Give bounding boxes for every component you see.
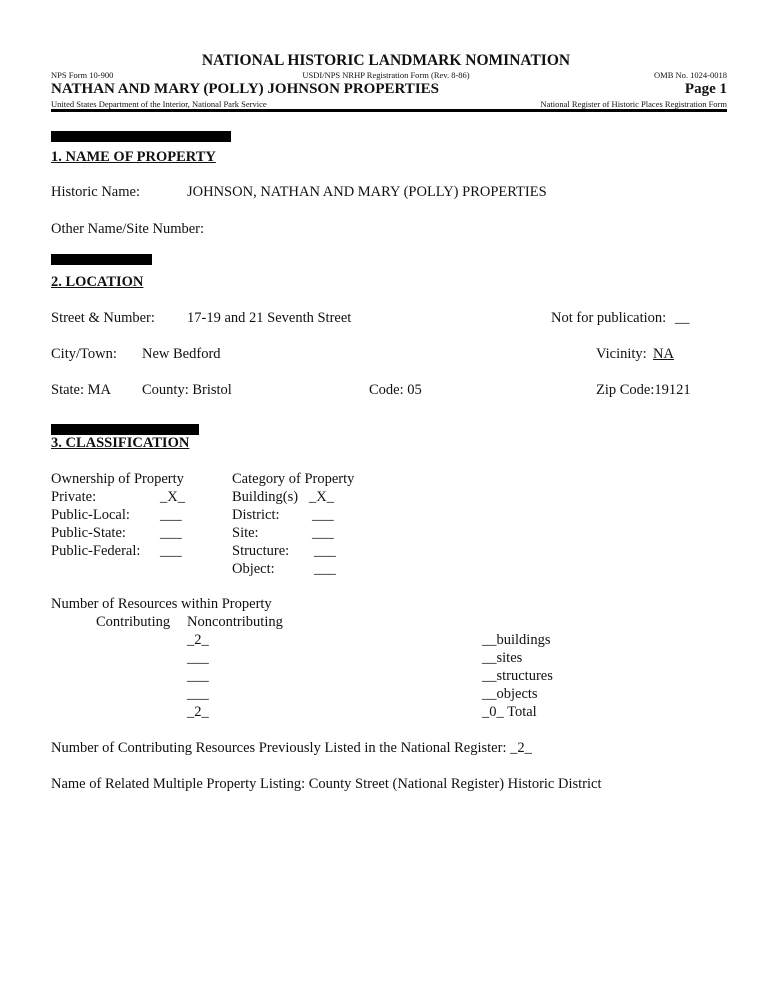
contributing-buildings: _2_ [187, 632, 209, 648]
state: State: MA [51, 382, 112, 398]
page-number: Page 1 [684, 81, 727, 97]
ownership-public-state-value: ___ [160, 525, 182, 541]
street-number-value: 17-19 and 21 Seventh Street [187, 310, 352, 326]
total-label: Total [507, 704, 537, 720]
ownership-public-state-label: Public-State: [51, 525, 126, 541]
contributing-objects: ___ [187, 686, 209, 702]
previously-listed-value: _2_ [510, 740, 532, 756]
sites-label: sites [496, 650, 523, 666]
register-form-name: National Register of Historic Places Registration Form [540, 99, 727, 109]
category-site-label: Site: [232, 525, 259, 541]
form-title: NATIONAL HISTORIC LANDMARK NOMINATION [201, 52, 571, 69]
ownership-public-local-value: ___ [160, 507, 182, 523]
noncontributing-structures-value: __ [482, 668, 497, 684]
header-rule [51, 109, 727, 112]
section-2-bar [51, 254, 152, 265]
noncontributing-total [482, 704, 537, 721]
category-building-label: Building(s) [232, 489, 299, 505]
category-district-label: District: [232, 507, 280, 523]
section-3-bar [51, 424, 199, 435]
related-multiple-property-listing: Name of Related Multiple Property Listing: County Street (National Register) Historic District [51, 776, 602, 792]
not-for-publication-value: __ [675, 310, 690, 326]
omb-number: OMB No. 1024-0018 [654, 70, 727, 80]
buildings-label: buildings [496, 632, 551, 648]
structures-label: structures [496, 668, 553, 684]
historic-name-value: JOHNSON, NATHAN AND MARY (POLLY) PROPERTIES [187, 184, 547, 200]
noncontributing-total-value: _0_ [482, 704, 504, 720]
previously-listed-label: Number of Contributing Resources Previously Listed in the National Register: [51, 740, 507, 756]
form-number: NPS Form 10-900 [51, 70, 114, 80]
city-town-label: City/Town: [51, 346, 117, 362]
registration-form-rev: USDI/NPS NRHP Registration Form (Rev. 8-86) [302, 70, 470, 80]
category-object-value: ___ [314, 561, 336, 577]
noncontributing-label: Noncontributing [187, 614, 283, 630]
ownership-header: Ownership of Property [51, 471, 184, 487]
department-line: United States Department of the Interior, National Park Service [51, 99, 267, 109]
section-1-bar [51, 131, 231, 142]
ownership-public-local-label: Public-Local: [51, 507, 130, 523]
noncontributing-objects [482, 686, 538, 703]
noncontributing-buildings [482, 632, 550, 649]
contributing-structures: ___ [187, 668, 209, 684]
section-1-heading: 1. NAME OF PROPERTY [51, 149, 216, 165]
zip-code: Zip Code:19121 [596, 382, 691, 398]
category-structure-label: Structure: [232, 543, 290, 559]
ownership-public-federal-label: Public-Federal: [51, 543, 141, 559]
noncontributing-sites [482, 650, 522, 667]
not-for-publication-label: Not for publication: [551, 310, 667, 326]
historic-name-label: Historic Name: [51, 184, 140, 200]
noncontributing-structures [482, 668, 553, 685]
section-3-heading: 3. CLASSIFICATION [51, 435, 190, 451]
property-title: NATHAN AND MARY (POLLY) JOHNSON PROPERTIES [51, 81, 440, 97]
vicinity-label: Vicinity: [596, 346, 647, 362]
section-2-heading: 2. LOCATION [51, 274, 144, 290]
noncontributing-sites-value: __ [482, 650, 497, 666]
noncontributing-objects-value: __ [482, 686, 497, 702]
objects-label: objects [496, 686, 538, 702]
ownership-private-value: _X_ [160, 489, 185, 505]
vicinity-value: NA [653, 346, 674, 362]
previously-listed [51, 740, 532, 757]
category-site-value: ___ [312, 525, 334, 541]
contributing-total: _2_ [187, 704, 209, 720]
category-structure-value: ___ [314, 543, 336, 559]
city-town-value: New Bedford [142, 346, 221, 362]
ownership-private-label: Private: [51, 489, 97, 505]
category-object-label: Object: [232, 561, 275, 577]
county: County: Bristol [142, 382, 232, 398]
street-number-label: Street & Number: [51, 310, 155, 326]
category-header: Category of Property [232, 471, 355, 487]
category-district-value: ___ [312, 507, 334, 523]
code: Code: 05 [369, 382, 422, 398]
resources-header: Number of Resources within Property [51, 596, 272, 612]
ownership-public-federal-value: ___ [160, 543, 182, 559]
contributing-sites: ___ [187, 650, 209, 666]
contributing-label: Contributing [96, 614, 171, 630]
other-name-label: Other Name/Site Number: [51, 221, 205, 237]
category-building-value: _X_ [309, 489, 334, 505]
noncontributing-buildings-value: __ [482, 632, 497, 648]
